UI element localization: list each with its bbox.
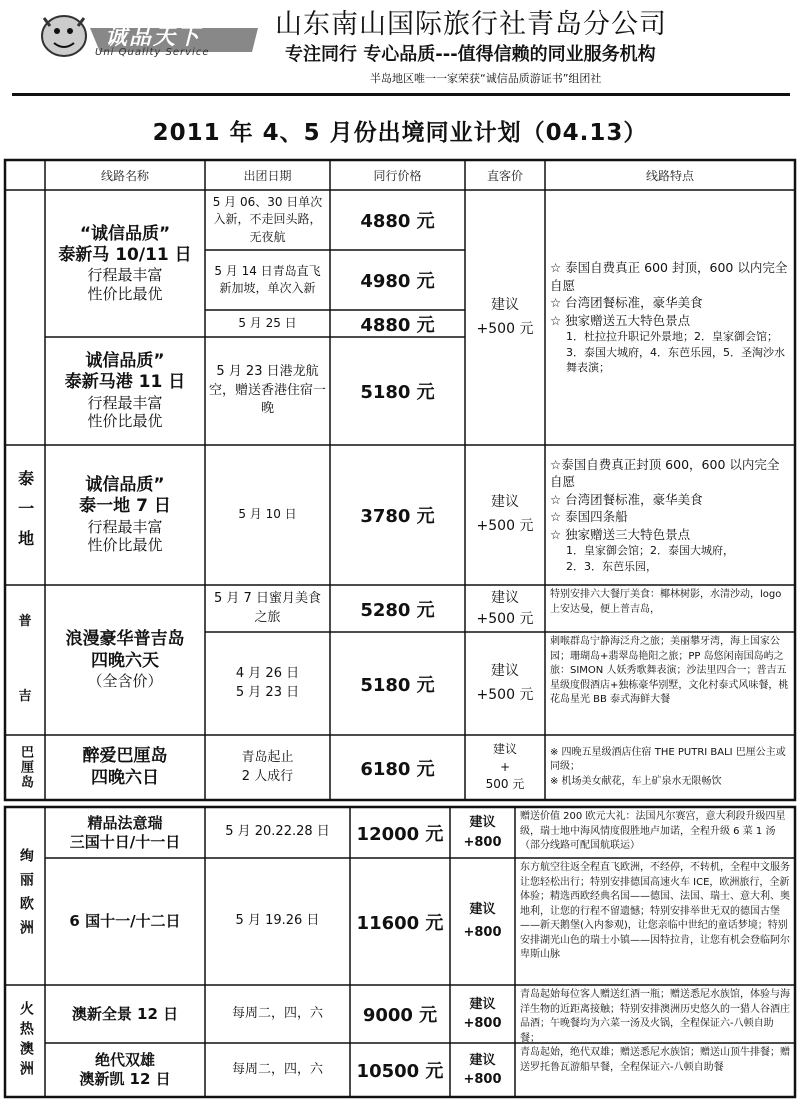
price-7: 11600 元 xyxy=(356,912,444,934)
features-4b: 刺喉群岛宁静海泛舟之旅；美丽攀牙湾，海上国家公园；珊瑚岛+翡翠岛艳阳之旅；PP 岛悠闲南国岛屿之旅：SIMON 人妖秀歌舞表演；沙法里四合一；普吉五星级度假酒店+独栋豪华别墅，文化村泰式风味餐，桃花岛星光 BB 泰式海鲜大餐 xyxy=(550,636,789,705)
route-3 xyxy=(45,445,205,585)
route-1-line1: “诚信品质” xyxy=(79,223,171,244)
suggest-6: 建议 +800 xyxy=(463,815,502,850)
suggest-3: 建议 +500 元 xyxy=(476,494,534,534)
suggest-7: 建议 +800 xyxy=(463,902,502,940)
suggest-9: 建议 +800 xyxy=(463,1052,502,1087)
route-5-line2: 四晚六日 xyxy=(91,767,159,788)
route-8 xyxy=(45,985,205,1043)
date-4b: 4 月 26 日 5 月 23 日 xyxy=(235,665,300,700)
award-note: 半岛地区唯一一家荣获“诚信品质游证书”组团社 xyxy=(370,72,602,85)
logo-tagline: Uni Quality Service xyxy=(95,47,210,58)
features-3 xyxy=(545,445,795,585)
region-europe xyxy=(5,807,45,985)
col-suggest-header: 直客价 xyxy=(486,168,523,183)
route-3-line1: 诚信品质” xyxy=(85,475,165,495)
route-5-line1: 醉爱巴厘岛 xyxy=(82,746,168,767)
date-5: 青岛起止 2 人成行 xyxy=(241,749,294,784)
col-route-header: 线路名称 xyxy=(100,168,149,183)
feature-3-item-4: ☆ 独家赠送三大特色景点 xyxy=(550,526,691,542)
date-6: 5 月 20.22.28 日 xyxy=(225,824,330,840)
date-3: 5 月 10 日 xyxy=(238,507,297,522)
region-aus xyxy=(5,985,45,1097)
features-4a: 特别安排六大餐厅美食：椰林树影，水清沙动，logo上安达曼，便上普吉岛， xyxy=(550,589,782,615)
price-4a: 5280 元 xyxy=(360,599,435,621)
route-1-line2: 泰新马 10/11 日 xyxy=(58,244,192,265)
route-4-line1: 浪漫豪华普吉岛 xyxy=(65,629,185,650)
logo-brand: 诚品天下 xyxy=(105,25,202,50)
company-name: 山东南山国际旅行社青岛分公司 xyxy=(275,9,667,40)
date-1c: 5 月 25 日 xyxy=(238,315,297,330)
suggest-4b: 建议 +500 元 xyxy=(476,662,534,703)
price-1c: 4880 元 xyxy=(360,314,435,336)
route-3-line4: 性价比最优 xyxy=(87,536,163,555)
region-phuket-2: 吉 xyxy=(18,689,32,705)
features-9: 青岛起始，绝代双雄；赠送悉尼水族馆；赠送山顶牛排餐；赠送罗托鲁瓦游船早餐，全程保证六-八顿自助餐 xyxy=(520,1047,790,1073)
suggest-4a: 建议 +500 元 xyxy=(476,590,534,627)
plan-title: 2011 年 4、5 月份出境同业计划（04.13） xyxy=(152,120,648,146)
feature-5-item-2: ※ 机场美女献花，车上矿泉水无限畅饮 xyxy=(550,775,722,787)
suggest-5: 建议 + 500 元 xyxy=(485,742,525,792)
route-9 xyxy=(45,1043,205,1097)
feature-1-item-1: ☆ 泰国自费真正 600 封顶，600 以内完全自愿 xyxy=(550,260,788,293)
features-1 xyxy=(545,190,795,445)
route-6-line1: 精品法意瑞 xyxy=(87,813,163,832)
region-aus-label: 火热澳洲 xyxy=(17,1001,34,1081)
date-7: 5 月 19.26 日 xyxy=(235,913,320,929)
region-phuket-1: 普 xyxy=(18,614,32,630)
price-3: 3780 元 xyxy=(360,506,435,527)
col-price-header: 同行价格 xyxy=(373,168,422,183)
header xyxy=(0,0,800,100)
feature-3-item-3: ☆ 泰国四条船 xyxy=(550,509,628,525)
feature-5-item-1: ※ 四晚五星级酒店住宿 THE PUTRI BALI 巴厘公主或同级； xyxy=(550,746,786,773)
col-date-header: 出团日期 xyxy=(243,168,292,183)
route-4 xyxy=(45,585,205,735)
route-6 xyxy=(45,807,205,858)
suggest-8: 建议 +800 xyxy=(463,996,502,1031)
suggest-1: 建议 +500 元 xyxy=(476,296,534,337)
route-2 xyxy=(45,337,205,445)
price-4b: 5180 元 xyxy=(360,674,435,696)
region-bali xyxy=(5,735,45,800)
route-1-line3: 行程最丰富 xyxy=(87,266,163,284)
price-2: 5180 元 xyxy=(360,382,435,403)
date-1a: 5 月 06、30 日单次入新，不走回头路，无夜航 xyxy=(212,194,323,244)
region-thai xyxy=(5,445,45,585)
route-6-line2: 三国十日/十一日 xyxy=(69,832,181,851)
route-3-line2: 泰一地 7 日 xyxy=(79,496,171,517)
date-2: 5 月 23 日港龙航空，赠送香港住宿一晚 xyxy=(209,363,327,417)
region-thai-label: 泰一地 xyxy=(15,470,35,560)
feature-1-item-2: ☆ 台湾团餐标准，豪华美食 xyxy=(550,295,703,311)
route-9-line1: 绝代双雄 xyxy=(94,1051,155,1070)
feature-1-item-4: 1．杜拉拉升职记外景地；2．皇家御会馆；3．泰国大城府，4．东芭乐园，5．圣淘沙水舞表演； xyxy=(566,330,785,375)
price-8: 9000 元 xyxy=(362,1005,438,1026)
route-9-line2: 澳新凯 12 日 xyxy=(79,1070,171,1088)
route-7-line1: 6 国十一/十二日 xyxy=(69,912,181,931)
date-1b: 5 月 14 日青岛直飞新加坡，单次入新 xyxy=(214,263,321,295)
features-5 xyxy=(545,735,795,800)
feature-3-item-2: ☆ 台湾团餐标准，豪华美食 xyxy=(550,491,703,507)
date-8: 每周二，四，六 xyxy=(231,1005,323,1021)
route-2-line2: 泰新马港 11 日 xyxy=(64,372,186,393)
features-7: 东方航空往返全程直飞欧洲，不经停，不转机，全程中文服务让您轻松出行；特别安排德国高速火车 ICE，欧洲旅行，全新体验；精选西欧经典名国——德国、法国、瑞士、意大利、奥地利，让您的行程不留遗憾；特别安排举世无双的德国古堡——新天鹅堡(入内参观)，让您亲临中世纪的童话梦境；特别安排湖光山色的瑞士小镇——因特拉肯，让您有机会登临阿尔卑斯山脉 xyxy=(520,862,790,960)
price-9: 10500 元 xyxy=(356,1061,444,1082)
price-1a: 4880 元 xyxy=(360,211,435,232)
price-1b: 4980 元 xyxy=(360,271,435,292)
route-4-line3: （全含价） xyxy=(87,671,163,690)
route-2-line4: 性价比最优 xyxy=(87,412,163,431)
feature-1-item-3: ☆ 独家赠送五大特色景点 xyxy=(550,312,691,328)
route-7 xyxy=(45,858,205,985)
features-8: 青岛起始每位客人赠送红酒一瓶；赠送悉尼水族馆，体验与海洋生物的近距离接触；特别安排澳洲历史悠久的一猎人谷酒庄品酒；午晚餐均为六菜一汤及火锅，全程保证六-八顿自助餐； xyxy=(520,989,790,1043)
region-phuket xyxy=(5,585,45,735)
route-2-line1: 诚信品质” xyxy=(85,351,165,371)
route-4-line2: 四晚六天 xyxy=(91,650,159,671)
region-europe-label: 绚丽欧洲 xyxy=(17,848,34,944)
price-6: 12000 元 xyxy=(356,823,444,845)
region-bali-label: 巴厘岛 xyxy=(18,745,34,790)
route-1 xyxy=(45,190,205,337)
route-1-line4: 性价比最优 xyxy=(87,284,163,303)
feature-3-item-6: 2．3．东芭乐园， xyxy=(566,559,657,573)
date-4a: 5 月 7 日蜜月美食之旅 xyxy=(214,590,321,625)
header-divider xyxy=(12,93,790,96)
col-feature-header: 线路特点 xyxy=(645,168,694,183)
route-8-line1: 澳新全景 12 日 xyxy=(71,1004,179,1023)
date-9: 每周二，四，六 xyxy=(231,1061,323,1077)
route-2-line3: 行程最丰富 xyxy=(87,393,163,412)
feature-3-item-5: 1．皇家御会馆；2．泰国大城府， xyxy=(566,544,734,558)
price-5: 6180 元 xyxy=(360,758,435,780)
route-5 xyxy=(45,735,205,800)
feature-3-item-1: ☆泰国自费真正封顶 600，600 以内完全自愿 xyxy=(550,456,780,490)
features-6: 赠送价值 200 欧元大礼：法国凡尔赛宫，意大利段升级四星级，瑞士地中海风情度假胜地卢加诺，全程升级 6 菜 1 汤（部分线路可配国航联运） xyxy=(520,811,786,851)
route-3-line3: 行程最丰富 xyxy=(87,517,163,536)
slogan: 专注同行 专心品质---值得信赖的同业服务机构 xyxy=(285,44,656,65)
